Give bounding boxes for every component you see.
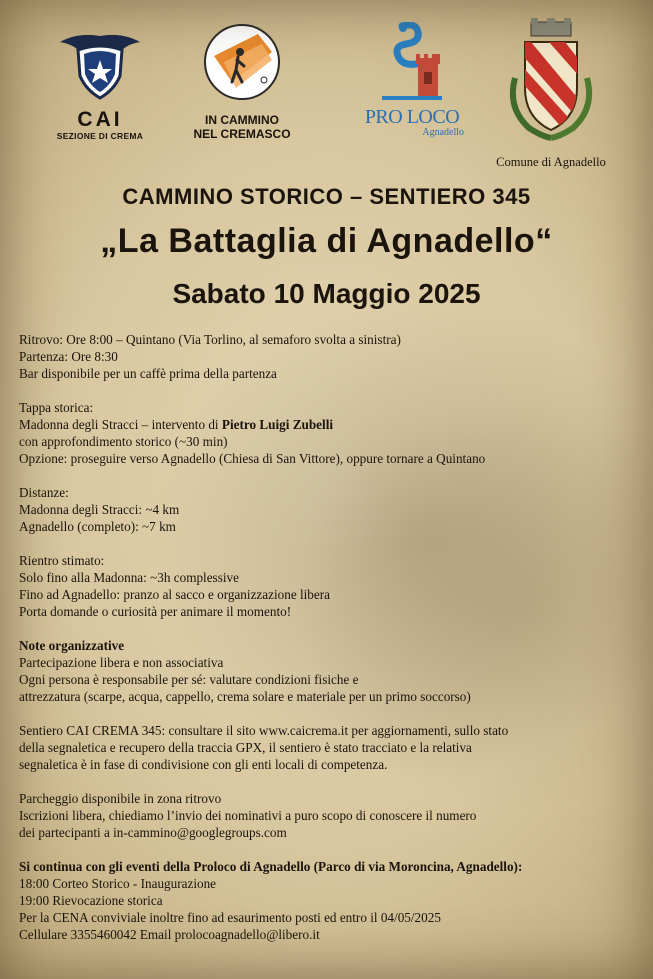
iscrizioni-email-line: dei partecipanti a in-cammino@googlegroups.com: [19, 825, 287, 840]
proloco-logo-subtitle: Agnadello: [422, 127, 464, 138]
eventi-line: Per la CENA conviviale inoltre fino ad esaurimento posti ed entro il 04/05/2025: [19, 910, 441, 925]
speaker-name: Pietro Luigi Zubelli: [221, 417, 334, 432]
comune-logo-caption: Comune di Agnadello: [496, 155, 606, 169]
iscrizioni-line: Iscrizioni libera, chiediamo l’invio dei nominativi a puro scopo di conoscere il numero: [19, 808, 477, 823]
poster-title: „La Battaglia di Agnadello“: [100, 222, 553, 260]
in-cammino-logo-line2: NEL CREMASCO: [193, 127, 291, 141]
sentiero-line: Sentiero CAI CREMA 345: consultare il sito www.caicrema.it per aggiornamenti, sullo stato: [19, 723, 509, 738]
cai-logo-title: CAI: [77, 108, 123, 131]
cai-logo-subtitle: SEZIONE DI CREMA: [56, 131, 144, 141]
distanza-madonna: Madonna degli Stracci: ~4 km: [19, 502, 180, 517]
note-line: Partecipazione libera e non associativa: [19, 655, 224, 670]
tappa-heading: Tappa storica:: [19, 400, 94, 415]
comune-logo: [486, 18, 616, 170]
tappa-detail: con approfondimento storico (~30 min): [19, 434, 228, 449]
poster-kicker: CAMMINO STORICO – SENTIERO 345: [122, 184, 531, 209]
tappa-line: [19, 416, 644, 433]
note-line: attrezzatura (scarpe, acqua, cappello, crema solare e materiale per un primo soccorso): [19, 689, 471, 704]
cai-eagle-shield-icon: [58, 24, 142, 102]
proloco-logo-title: PRO LOCO: [364, 106, 460, 128]
coat-of-arms-icon: [501, 18, 601, 146]
distanza-agnadello: Agnadello (completo): ~7 km: [19, 519, 176, 534]
serpent-tower-icon: [372, 22, 452, 102]
eventi-line: 19:00 Rievocazione storica: [19, 893, 163, 908]
in-cammino-logo: [190, 22, 294, 152]
hiker-icon: [202, 22, 282, 102]
poster-date: Sabato 10 Maggio 2025: [172, 278, 481, 309]
partenza-line: Partenza: Ore 8:30: [19, 349, 118, 364]
note-heading: Note organizzative: [19, 638, 125, 653]
rientro-heading: Rientro stimato:: [19, 553, 105, 568]
note-line: Ogni persona è responsabile per sé: valutare condizioni fisiche e: [19, 672, 359, 687]
cai-logo: [44, 24, 156, 154]
tappa-option: Opzione: proseguire verso Agnadello (Chiesa di San Vittore), oppure tornare a Quintano: [19, 451, 486, 466]
eventi-line: 18:00 Corteo Storico - Inaugurazione: [19, 876, 217, 891]
eventi-heading: Si continua con gli eventi della Proloco di Agnadello (Parco di via Moroncina, Agnadello):: [19, 859, 523, 874]
rientro-agnadello: Fino ad Agnadello: pranzo al sacco e organizzazione libera: [19, 587, 330, 602]
in-cammino-logo-line1: IN CAMMINO: [205, 113, 279, 127]
distanze-heading: Distanze:: [19, 485, 69, 500]
ritrovo-line: Ritrovo: Ore 8:00 – Quintano (Via Torlino, al semaforo svolta a sinistra): [19, 332, 401, 347]
sentiero-line: della segnaletica e recupero della traccia GPX, il sentiero è stato tracciato e la relativa: [19, 740, 472, 755]
tappa-location: Madonna degli Stracci – intervento di: [19, 417, 222, 432]
sentiero-line: segnaletica è in fase di condivisione con gli enti locali di competenza.: [19, 757, 388, 772]
proloco-logo: [356, 22, 468, 152]
bar-line: Bar disponibile per un caffè prima della partenza: [19, 366, 277, 381]
rientro-domande: Porta domande o curiosità per animare il momento!: [19, 604, 292, 619]
poster-body: [19, 331, 644, 943]
parcheggio-line: Parcheggio disponibile in zona ritrovo: [19, 791, 222, 806]
contact-line: Cellulare 3355460042 Email prolocoagnadello@libero.it: [19, 927, 320, 942]
rientro-madonna: Solo fino alla Madonna: ~3h complessive: [19, 570, 239, 585]
